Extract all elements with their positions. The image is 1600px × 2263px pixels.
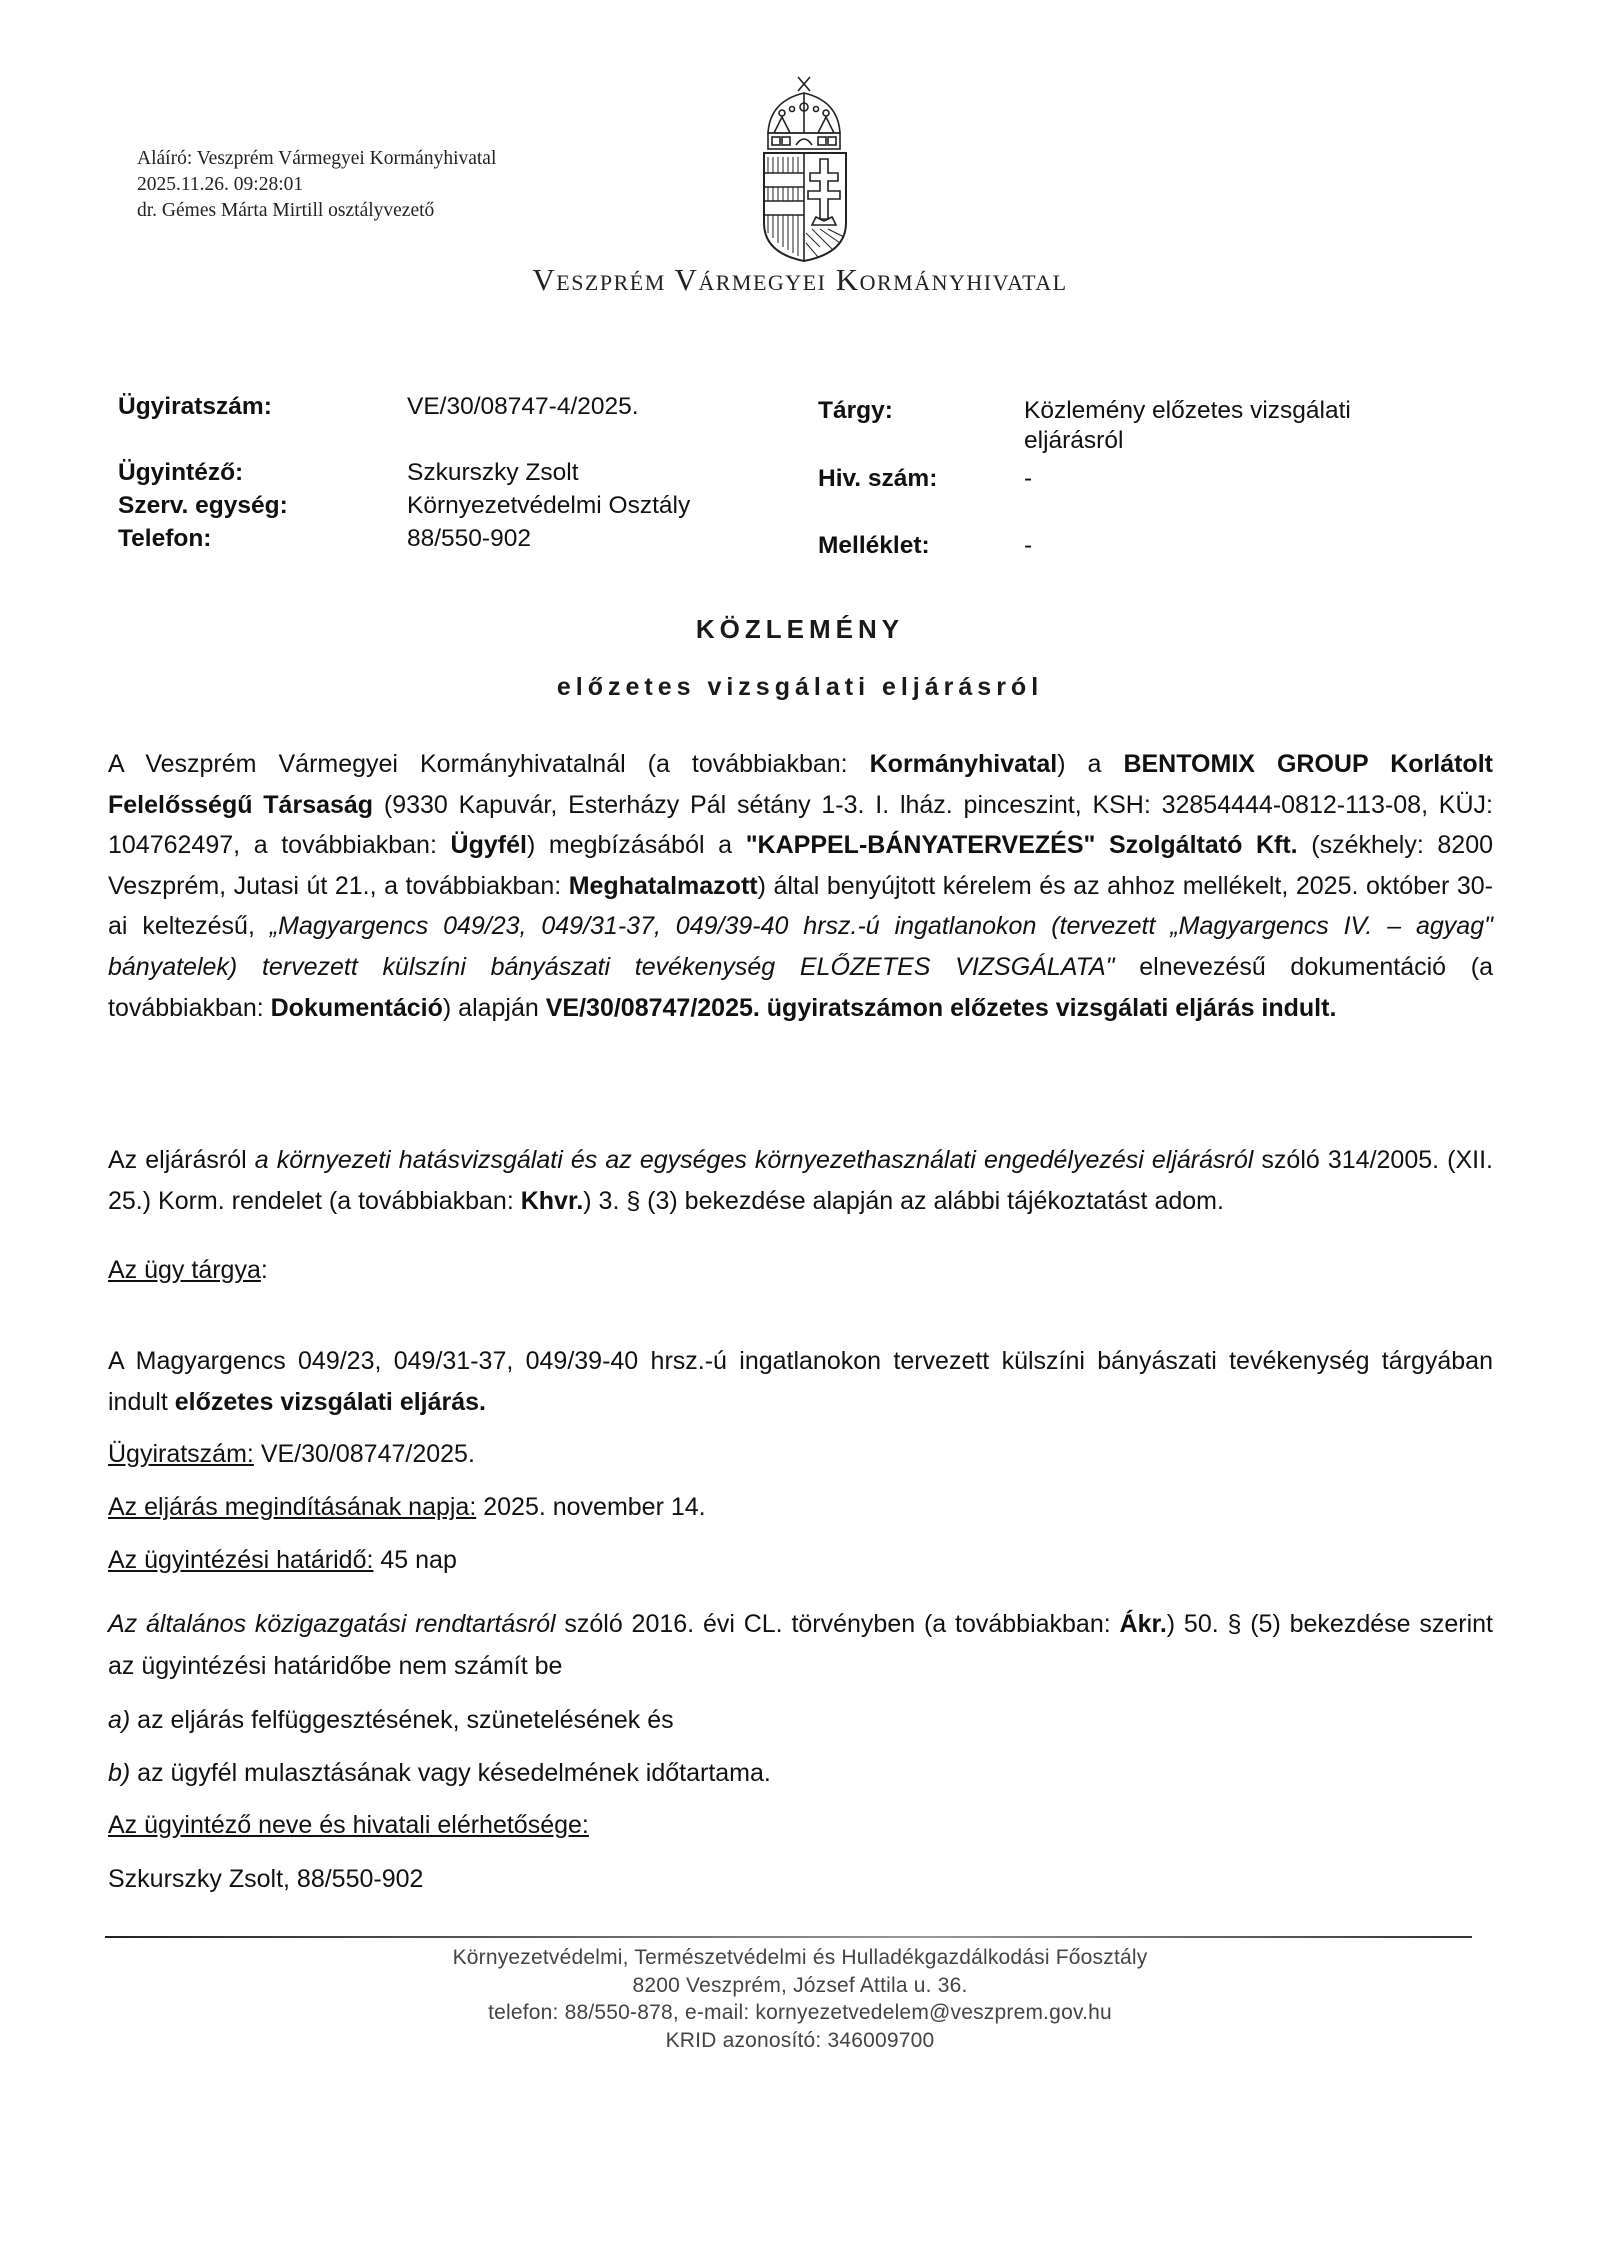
contact-value: Szkurszky Zsolt, 88/550-902 [108, 1865, 424, 1893]
document-subtitle: előzetes vizsgálati eljárásról [556, 673, 1044, 701]
deadline-line: Az ügyintézési határidő: 45 nap [108, 1546, 457, 1574]
administrator-label: Ügyintéző: [118, 459, 244, 486]
signer-person: dr. Gémes Márta Mirtill osztályvezető [137, 200, 435, 221]
subject-paragraph: A Magyargencs 049/23, 049/31-37, 049/39-40 hrsz.-ú ingatlanokon tervezett külszíni bányászati tevékenység tárgyában indult előzetes vizsgálati eljárás. [108, 1347, 1493, 1416]
case-number-line: Ügyiratszám: VE/30/08747/2025. [108, 1440, 475, 1468]
reference-number-label: Hiv. szám: [818, 465, 938, 492]
hungarian-coat-of-arms-icon [760, 73, 850, 263]
subject-value-line1: Közlemény előzetes vizsgálati [1024, 397, 1351, 424]
document-title: KÖZLEMÉNY [695, 614, 905, 644]
list-item-b: b) az ügyfél mulasztásának vagy késedelmének időtartama. [108, 1759, 771, 1787]
organization-title: Veszprém Vármegyei Kormányhivatal [532, 262, 1068, 297]
subject-value [1024, 397, 1351, 455]
org-unit-value: Környezetvédelmi Osztály [407, 492, 691, 519]
signature-datetime: 2025.11.26. 09:28:01 [137, 174, 304, 195]
org-unit-label: Szerv. egység: [118, 492, 288, 519]
subject-heading: Az ügy tárgya: [108, 1256, 268, 1284]
case-number-label: Ügyiratszám: [118, 393, 272, 420]
electronic-signature-block [137, 146, 496, 224]
reference-number-value: - [1024, 465, 1033, 492]
phone-value: 88/550-902 [407, 525, 531, 552]
start-date-line: Az eljárás megindításának napja: 2025. november 14. [108, 1493, 706, 1521]
footer [0, 1944, 1600, 2054]
subject-label: Tárgy: [818, 397, 893, 424]
case-number-value: VE/30/08747-4/2025. [407, 393, 639, 420]
intro-paragraph: A Veszprém Vármegyei Kormányhivatalnál (a továbbiakban: Kormányhivatal) a BENTOMIX GROUP Korlátolt Felelősségű Társaság (9330 Kapuvár, Esterházy Pál sétány 1-3. I. lház. pinceszint, KSH: 32854444-0812-113-08, KÜJ: 104762497, a továbbiakban: Ügyfél) megbízásából a "KAPPEL-BÁNYATERVEZÉS" Szolgáltató Kft. (székhely: 8200 Veszprém, Jutasi út 21., a továbbiakban: Meghatalmazott) által benyújtott kérelem és az ahhoz mellékelt, 2025. október 30-ai keltezésű, „Magyargencs 049/23, 049/31-37, 049/39-40 hrsz.-ú ingatlanokon (tervezett „Magyargencs IV. – agyag" bányatelek) tervezett külszíni bányászati tevékenység ELŐZETES VIZSGÁLATA" elnevezésű dokumentáció (a továbbiakban: Dokumentáció) alapján VE/30/08747/2025. ügyiratszámon előzetes vizsgálati eljárás indult. [108, 750, 1494, 1022]
phone-label: Telefon: [118, 525, 212, 552]
footer-department: Környezetvédelmi, Természetvédelmi és Hulladékgazdálkodási Főosztály [452, 1946, 1148, 1969]
signer-org: Aláíró: Veszprém Vármegyei Kormányhivatal [137, 148, 497, 169]
attachment-value: - [1024, 532, 1033, 559]
footer-contact: telefon: 88/550-878, e-mail: kornyezetvedelem@veszprem.gov.hu [488, 2001, 1112, 2024]
legal-basis-paragraph: Az eljárásról a környezeti hatásvizsgálati és az egységes környezethasználati engedélyezési eljárásról szóló 314/2005. (XII. 25.) Korm. rendelet (a továbbiakban: Khvr.) 3. § (3) bekezdése alapján az alábbi tájékoztatást adom. [108, 1146, 1493, 1215]
administrator-value: Szkurszky Zsolt [407, 459, 579, 486]
contact-heading: Az ügyintéző neve és hivatali elérhetősége: [108, 1811, 589, 1839]
subject-value-line2: eljárásról [1024, 427, 1124, 454]
footer-address: 8200 Veszprém, József Attila u. 36. [632, 1973, 968, 1997]
akr-paragraph: Az általános közigazgatási rendtartásról szóló 2016. évi CL. törvényben (a továbbiakban: Ákr.) 50. § (5) bekezdése szerint az ügyintézési határidőbe nem számít be [108, 1610, 1493, 1680]
attachment-label: Melléklet: [818, 532, 930, 559]
list-item-a: a) az eljárás felfüggesztésének, szünetelésének és [108, 1706, 674, 1734]
footer-krid: KRID azonosító: 346009700 [665, 2028, 935, 2052]
footer-divider [105, 1936, 1472, 1938]
